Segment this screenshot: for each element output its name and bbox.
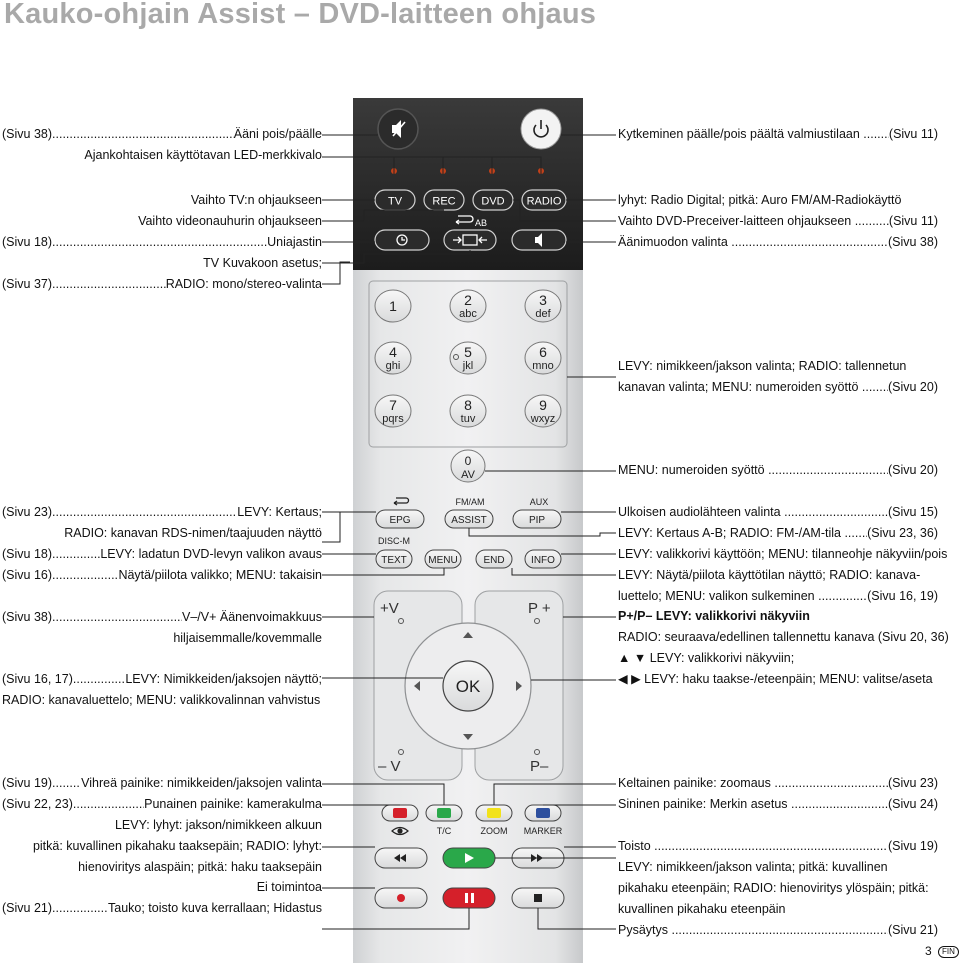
- end-label: END: [483, 555, 505, 566]
- aspect-ratio-button[interactable]: [444, 230, 496, 250]
- left-annotation: (Sivu 16, 17) ..... LEVY: Nimikkeiden/jaksojen näyttö;: [2, 669, 322, 690]
- red-key-color: [393, 808, 407, 818]
- left-annotation: (Sivu 16) ..... Näytä/piilota valikko; MENU: takaisin: [2, 565, 322, 586]
- zero-label: 0: [464, 454, 472, 468]
- ab-label: AB: [475, 218, 488, 228]
- digit-label: 2: [464, 292, 472, 308]
- digit-letters-label: def: [535, 308, 551, 320]
- right-annotation: LEVY: valikkorivi käyttöön; MENU: tilanneohje näkyviin/pois: [618, 546, 948, 561]
- digit-label: 3: [539, 292, 547, 308]
- right-annotation: Keltainen painike: zoomaus ..... (Sivu 23): [618, 773, 938, 794]
- digit-label: 4: [389, 344, 397, 360]
- left-annotation: (Sivu 23) ..... LEVY: Kertaus;: [2, 502, 322, 523]
- page-footer: [925, 944, 959, 958]
- digit-letters-label: ghi: [385, 360, 401, 372]
- left-annotation: (Sivu 38) ..... V–/V+ Äänenvoimakkuus: [2, 607, 322, 628]
- right-annotation: luettelo; MENU: valikon sulkeminen ..... (Sivu 16, 19): [618, 586, 938, 607]
- left-annotation: (Sivu 38) ..... Ääni pois/päälle: [2, 124, 322, 145]
- right-annotation: LEVY: nimikkeen/jakson valinta; pitkä: kuvallinen: [618, 859, 888, 874]
- left-annotation: pitkä: kuvallinen pikahaku taaksepäin; RADIO: lyhyt:: [32, 838, 322, 853]
- left-annotation: Ei toimintoa: [256, 880, 322, 895]
- left-annotation: (Sivu 18) ..... Uniajastin: [2, 232, 322, 253]
- right-annotation: RADIO: seuraava/edellinen tallennettu kanava (Sivu 20, 36): [618, 630, 949, 645]
- left-annotation: Vaihto TV:n ohjaukseen: [190, 193, 322, 207]
- left-annotation: (Sivu 18) ..... LEVY: ladatun DVD-levyn valikon avaus: [2, 544, 322, 565]
- right-annotation: Vaihto DVD-Preceiver-laitteen ohjaukseen ..... (Sivu 11): [618, 211, 938, 232]
- zoom-label: ZOOM: [480, 826, 508, 836]
- right-annotation: lyhyt: Radio Digital; pitkä: Auro FM/AM-Radiokäyttö: [618, 193, 902, 207]
- digit-label: 7: [389, 397, 397, 413]
- left-annotation: TV Kuvakoon asetus;: [203, 255, 322, 270]
- dvd-button-label: DVD: [481, 195, 505, 208]
- pip-label: PIP: [528, 515, 546, 526]
- digit-letters-label: wxyz: [530, 413, 556, 425]
- digit-letters-label: jkl: [462, 360, 474, 372]
- left-annotation: Ajankohtaisen käyttötavan LED-merkkivalo: [84, 147, 322, 162]
- right-annotation: ▲ ▼ LEVY: valikkorivi näkyviin;: [618, 651, 795, 666]
- menu-label: MENU: [428, 555, 458, 566]
- aux-label: AUX: [529, 497, 549, 507]
- page-title: Kauko-ohjain Assist – DVD-laitteen ohjaus: [4, 0, 597, 30]
- volume-down-label: – V: [378, 758, 401, 775]
- left-annotation: hiljaisemmalle/kovemmalle: [173, 630, 322, 645]
- right-annotation: Toisto ..... (Sivu 19): [618, 836, 938, 857]
- digit-label: 8: [464, 397, 472, 413]
- left-annotation: (Sivu 22, 23) ..... Punainen painike: kamerakulma: [2, 794, 322, 815]
- left-annotation: Vaihto videonauhurin ohjaukseen: [138, 213, 322, 228]
- right-annotation: ◀ ▶ LEVY: haku taakse-/eteenpäin; MENU: valitse/aseta: [618, 672, 933, 687]
- right-annotation: kuvallinen pikahaku eteenpäin: [618, 901, 786, 916]
- right-annotation: MENU: numeroiden syöttö ..... (Sivu 20): [618, 460, 938, 481]
- language-badge: FIN: [938, 946, 959, 958]
- info-label: INFO: [531, 555, 555, 566]
- left-annotation: (Sivu 21) ..... Tauko; toisto kuva kerrallaan; Hidastus: [2, 898, 322, 919]
- digit-label: 6: [539, 344, 547, 360]
- text-label: TEXT: [381, 555, 407, 566]
- digit-label: 5: [464, 344, 472, 360]
- digit-letters-label: pqrs: [382, 413, 404, 425]
- left-annotation: RADIO: kanavaluettelo; MENU: valikkovalinnan vahvistus: [2, 692, 321, 707]
- ok-label: OK: [455, 677, 481, 696]
- digit-letters-label: mno: [532, 360, 554, 372]
- program-down-label: P–: [530, 758, 549, 775]
- right-annotation: Äänimuodon valinta ..... (Sivu 38): [618, 232, 938, 253]
- volume-up-label: +V: [380, 600, 399, 617]
- yellow-key-color: [487, 808, 501, 818]
- tc-label: T/C: [436, 826, 452, 836]
- tv-button-label: TV: [387, 195, 403, 208]
- radio-button-label: RADIO: [526, 195, 562, 208]
- green-key-color: [437, 808, 451, 818]
- assist-label: ASSIST: [451, 515, 487, 526]
- left-annotation: hienoviritys alaspäin; pitkä: haku taaksepäin: [78, 859, 322, 874]
- numeric-keypad: [375, 290, 561, 427]
- pause-button[interactable]: [443, 888, 495, 908]
- right-annotation: LEVY: Näytä/piilota käyttötilan näyttö; RADIO: kanava-: [618, 567, 921, 582]
- program-up-label: P +: [528, 600, 551, 617]
- blue-key-color: [536, 808, 550, 818]
- right-annotation: Kytkeminen päälle/pois päältä valmiustilaan ..... (Sivu 11): [618, 124, 938, 145]
- right-annotation: Sininen painike: Merkin asetus ..... (Sivu 24): [618, 794, 938, 815]
- digit-label: 1: [389, 298, 397, 314]
- page-number: 3: [925, 944, 932, 958]
- rec-button-label: REC: [432, 195, 456, 208]
- digit-letters-label: abc: [459, 308, 477, 320]
- digit-label: 9: [539, 397, 547, 413]
- fm-am-label: FM/AM: [455, 497, 485, 507]
- right-annotation: LEVY: Kertaus A-B; RADIO: FM-/AM-tila ..... (Sivu 23, 36): [618, 523, 938, 544]
- left-annotation: LEVY: lyhyt: jakson/nimikkeen alkuun: [114, 817, 322, 832]
- left-annotation: (Sivu 37) ..... RADIO: mono/stereo-valinta: [2, 274, 322, 295]
- stop-icon: [534, 894, 542, 902]
- right-annotation: kanavan valinta; MENU: numeroiden syöttö ..... (Sivu 20): [618, 377, 938, 398]
- disc-m-label: DISC-M: [378, 536, 410, 546]
- right-annotation: Ulkoisen audiolähteen valinta ..... (Sivu 15): [618, 502, 938, 523]
- digit-letters-label: tuv: [460, 413, 476, 425]
- right-annotation: pikahaku eteenpäin; RADIO: hienoviritys ylöspäin; pitkä:: [618, 880, 929, 895]
- right-annotation: Pysäytys ..... (Sivu 21): [618, 920, 938, 941]
- right-annotation: P+/P– LEVY: valikkorivi näkyviin: [618, 609, 810, 624]
- record-icon: [397, 894, 405, 902]
- marker-label: MARKER: [523, 826, 563, 836]
- right-annotation: LEVY: nimikkeen/jakson valinta; RADIO: tallennetun: [618, 359, 907, 373]
- left-annotation: (Sivu 19) ..... Vihreä painike: nimikkeiden/jaksojen valinta: [2, 773, 322, 794]
- av-label: AV: [461, 469, 475, 481]
- epg-label: EPG: [389, 515, 411, 526]
- left-annotation: RADIO: kanavan RDS-nimen/taajuuden näyttö: [64, 525, 322, 540]
